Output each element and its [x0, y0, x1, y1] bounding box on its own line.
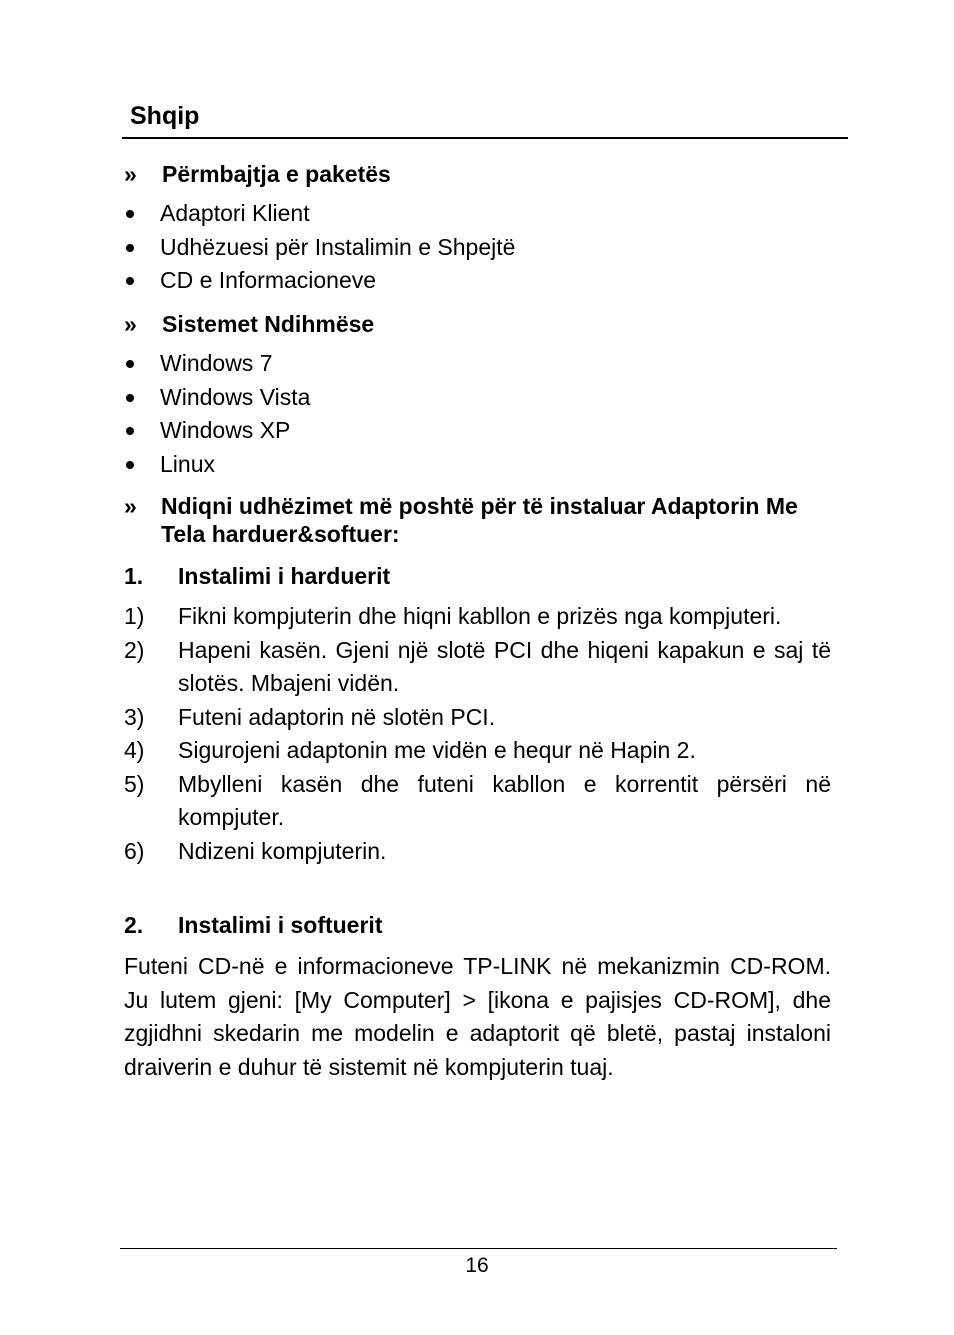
- heading-text: Instalimi i harduerit: [178, 563, 391, 589]
- bullet-icon: [126, 277, 134, 285]
- list-item: [124, 348, 834, 382]
- step-text: Hapeni kasën. Gjeni një slotë PCI dhe hiqeni kapakun e saj të slotës. Mbajeni vidën.: [178, 636, 831, 696]
- list-item-text: CD e Informacioneve: [160, 267, 377, 293]
- bullet-icon: [126, 210, 134, 218]
- footer-divider: [120, 1248, 837, 1249]
- list-item-text: Windows XP: [160, 417, 291, 443]
- step-text: Futeni adaptorin në slotën PCI.: [178, 703, 496, 730]
- list-item: [124, 232, 834, 266]
- title-divider: [122, 137, 848, 139]
- list-item: [124, 449, 834, 483]
- section-marker: »: [124, 161, 137, 187]
- bullet-icon: [126, 244, 134, 252]
- step-text: Fikni kompjuterin dhe hiqni kabllon e prizës nga kompjuteri.: [178, 603, 782, 629]
- software-install-paragraph: Futeni CD-në e informacioneve TP-LINK në mekanizmin CD-ROM. Ju lutem gjeni: [My Computer] > [ikona e pajisjes CD-ROM], dhe zgjidhni skedarin me modelin e adaptorit që bletë, pastaj instaloni draiverin e duhur të sistemit në kompjuterin tuaj.: [124, 953, 831, 1080]
- heading-text: Instalimi i softuerit: [178, 912, 383, 938]
- section-marker: »: [124, 311, 137, 337]
- heading-number: 1.: [124, 563, 144, 589]
- step-item: [124, 634, 831, 701]
- step-number: 1): [124, 603, 145, 629]
- hardware-install-heading: [124, 561, 834, 591]
- hardware-steps-list: [124, 600, 831, 868]
- step-text: Sigurojeni adaptonin me vidën e hequr në Hapin 2.: [178, 737, 696, 763]
- section-heading-text: Ndiqni udhëzimet më poshtë për të instaluar Adaptorin Me Tela harduer&softuer:: [161, 493, 798, 547]
- list-item: [124, 382, 834, 416]
- page-number: 16: [465, 1254, 489, 1277]
- step-number: 2): [124, 636, 145, 663]
- bullet-icon: [126, 360, 134, 368]
- step-item: [124, 701, 831, 735]
- page-title: Shqip: [130, 102, 200, 130]
- list-item: [124, 198, 834, 232]
- section-heading-text: Sistemet Ndihmëse: [162, 311, 375, 337]
- list-item-text: Linux: [160, 450, 215, 477]
- list-item-text: Adaptori Klient: [160, 200, 310, 226]
- section-heading-text: Përmbajtja e paketës: [162, 161, 391, 187]
- list-item: [124, 265, 834, 299]
- step-number: 5): [124, 770, 145, 797]
- list-item-text: Windows 7: [160, 350, 273, 376]
- list-item-text: Udhëzuesi për Instalimin e Shpejtë: [160, 233, 516, 260]
- step-item: [124, 600, 831, 634]
- list-item: [124, 415, 834, 449]
- heading-number: 2.: [124, 912, 144, 938]
- step-number: 3): [124, 703, 145, 730]
- step-number: 6): [124, 837, 145, 864]
- step-number: 4): [124, 737, 145, 763]
- step-item: [124, 734, 831, 768]
- list-item-text: Windows Vista: [160, 383, 311, 410]
- bullet-icon: [126, 394, 134, 402]
- package-contents-list: [124, 198, 834, 299]
- step-item: [124, 835, 831, 869]
- section-heading-instructions: [124, 492, 834, 548]
- step-text: Ndizeni kompjuterin.: [178, 837, 387, 864]
- bullet-icon: [126, 427, 134, 435]
- bullet-icon: [126, 461, 134, 469]
- step-text: Mbylleni kasën dhe futeni kabllon e korrentit përsëri në kompjuter.: [178, 770, 831, 830]
- section-heading-package-contents: [124, 159, 834, 189]
- step-item: [124, 768, 831, 835]
- section-marker: »: [124, 493, 137, 519]
- supported-systems-list: [124, 348, 834, 482]
- software-install-heading: [124, 910, 834, 940]
- section-heading-supported-systems: [124, 309, 834, 339]
